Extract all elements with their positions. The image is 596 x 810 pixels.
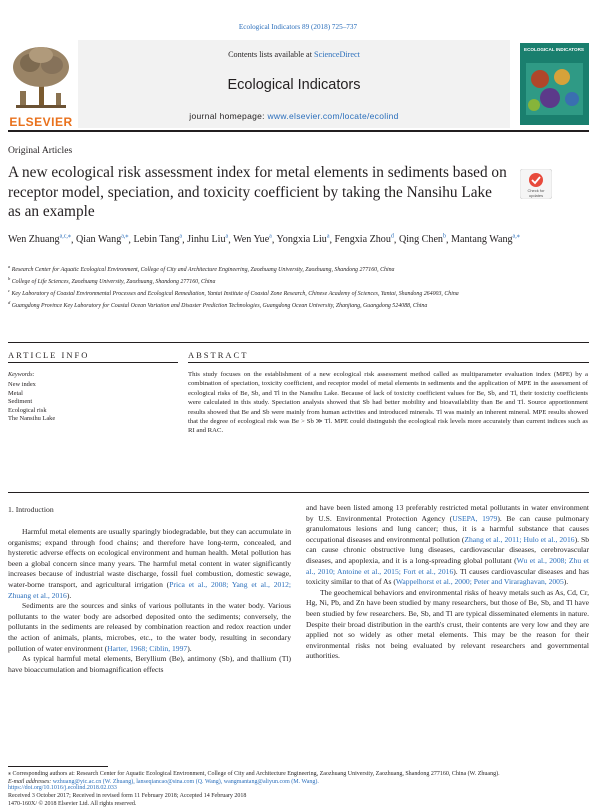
- author-list: Wen Zhuang$^{a,c,⁎}$, Qian Wang$^{a,⁎}$, Lebin Tang$^a$, Jinhu Liu$^a$, Wen Yue$^a$, Yongxia Liu$^a$, Fengxia Zhou$^d$, Qing Chen$^b$, Mantang Wang$^{a,⁎}$: [8, 234, 520, 246]
- journal-cover-thumbnail[interactable]: [520, 43, 589, 125]
- masthead-rule: [8, 130, 589, 132]
- keywords-label: Keywords:: [8, 371, 35, 378]
- keyword: The Nansihu Lake: [8, 415, 56, 423]
- elsevier-wordmark: ELSEVIER: [9, 115, 73, 129]
- abstract-text: This study focuses on the establishment of a new ecological risk assessment method called as multiparameter evaluation index (MPE) by a combination of speciation, toxicity coefficient, and receptor model of metal elements in sediments and the application of MPE in the assessment of ecological risks of Be, Sb, and Tl in the Nansihu Lake. Because of lack of toxicity coefficient values for Be, Sb, and Tl, their toxicity coefficients were calculated in this study. Speciation analysis showed that Sb had better mobility and bioavailability than Be and Tl. Source apportionment results showed that Be and Sb were mainly from human activities and introduced minerals. Tl was mainly an inherent mineral. MPE results showed that the degree of ecological risk was Be > Sb ≫ Tl. MPE could distinguish the ecological risk levels more accurately than current indices such as RI and RAC.: [188, 371, 588, 435]
- affiliation-marker[interactable]: a,⁎: [121, 234, 129, 240]
- affiliation-marker[interactable]: a,⁎: [512, 234, 520, 240]
- elsevier-tree-icon: [8, 43, 74, 113]
- keyword: Sediment: [8, 398, 33, 406]
- copyright: 1470-160X/ © 2018 Elsevier Ltd. All rights reserved.: [8, 801, 137, 807]
- abstract-rule: [188, 362, 589, 363]
- author[interactable]: Lebin Tang$^a$: [133, 234, 183, 246]
- journal-title: Ecological Indicators: [227, 77, 361, 93]
- affiliation-item: $^d$ Guangdong Province Key Laboratory for Coastal Ocean Variation and Disaster Prediction Technologies, Guangdong Ocean University, Zhanjiang, Guangdong 524088, China: [8, 299, 428, 309]
- abstract-heading: ABSTRACT: [188, 350, 249, 360]
- homepage-link[interactable]: www.elsevier.com/locate/ecolind: [267, 111, 399, 121]
- author[interactable]: Qian Wang$^{a,⁎}$: [75, 234, 129, 246]
- author[interactable]: Fengxia Zhou$^d$: [334, 234, 394, 246]
- affiliation-item: $^c$ Key Laboratory of Coastal Environmental Processes and Ecological Remediation, Yantai Institute of Coastal Zone Research, Chinese Academy of Sciences, Yantai, Shandong 264003, China: [8, 287, 459, 297]
- article-type: Original Articles: [8, 145, 73, 156]
- citation-link[interactable]: Wu et al., 2008; Zhu et al., 2010; Antoine et al., 2015; Fort et al., 2016: [306, 555, 590, 576]
- article-history: [8, 784, 589, 808]
- keyword: Ecological risk: [8, 406, 47, 414]
- citation-link[interactable]: Zhang et al., 2011; Hulo et al., 2016: [464, 534, 575, 544]
- elsevier-logo[interactable]: [8, 43, 74, 129]
- affiliation-marker[interactable]: a: [225, 234, 229, 240]
- author[interactable]: Qing Chen$^b$: [398, 234, 446, 246]
- affiliation-marker[interactable]: a: [326, 234, 330, 240]
- journal-masthead: [8, 40, 589, 128]
- affiliation-marker[interactable]: a: [179, 234, 183, 240]
- article-info-heading: ARTICLE INFO: [8, 350, 90, 360]
- received-dates: Received 3 October 2017; Received in revised form 11 February 2018; Accepted 14 February 2018: [8, 793, 247, 799]
- body-column-left: [8, 527, 291, 675]
- author[interactable]: Mantang Wang$^{a,⁎}$: [451, 234, 520, 246]
- keywords-list: [8, 381, 55, 424]
- affiliation-marker[interactable]: b: [442, 234, 446, 240]
- sciencedirect-link[interactable]: ScienceDirect: [314, 50, 360, 59]
- journal-homepage: journal homepage: www.elsevier.com/locate/ecolind: [189, 111, 399, 121]
- citation-link[interactable]: USEPA, 1979: [452, 513, 498, 523]
- crossmark-label: Check for updates: [527, 188, 545, 198]
- paragraph: Harmful metal elements are usually sparingly biodegradable, but they can accumulate in organisms; expand through food chains; and therefore have long-term, concealed, and hysteretic adverse effects on ecological environment and human health. Metal pollution has been a global concern since many years. The harmful metal content in water significantly increases because of industrial waste discharge, fossil fuel combustion, domestic sewage, water-borne transport, and agricultural irrigation (Prica et al., 2008; Yang et al., 2012; Zhuang et al., 2016).: [8, 527, 291, 600]
- masthead-box: [78, 40, 510, 128]
- section-heading-introduction: 1. Introduction: [8, 505, 54, 514]
- keyword: Metal: [8, 389, 23, 397]
- affiliation-marker[interactable]: a,c,⁎: [59, 234, 71, 240]
- email-links[interactable]: wzhuang@yic.ac.cn (W. Zhuang), lanseqiancao@sina.com (Q. Wang), wangmantang@aliyun.com (M. Wang).: [52, 779, 319, 785]
- paragraph: As typical harmful metal elements, Beryllium (Be), antimony (Sb), and thallium (Tl) have bioaccumulation and biomagnification effects: [8, 654, 291, 674]
- author[interactable]: Wen Yue$^a$: [233, 234, 272, 246]
- citation-link[interactable]: Wappelhorst et al., 2000; Peter and Viraraghavan, 2005: [395, 577, 564, 587]
- body-column-right: [306, 503, 589, 662]
- corresponding-author-note: ⁎ Corresponding authors at: Research Center for Aquatic Ecological Environment, College of City and Architecture Engineering, Zaozhuang University, Zaozhuang, Shandong 277160, China (W. Zhuang).: [8, 771, 500, 777]
- doi-link[interactable]: https://doi.org/10.1016/j.ecolind.2018.02.033: [8, 785, 117, 791]
- affiliation-item: $^b$ College of Life Sciences, Zaozhuang University, Zaozhuang, Shandong 277160, China: [8, 275, 216, 285]
- citation-link[interactable]: Harter, 1968; Ciblin, 1997: [107, 643, 188, 653]
- paragraph: The geochemical behaviors and environmental risks of heavy metals such as As, Cd, Cr, Hg, Ni, Pb, and Zn have been studied by many researchers, but those of Be, Sb, and Tl have been studied by few researchers. Be, Sb, and Tl are typical disseminated elements in nature. Despite their broad distribution in the earth's crust, their contents are very low and they are applied not so widely as other metal elements. This may be the reason for their environmental risks not being evaluated by relevant researchers and governmental authorities.: [306, 587, 589, 661]
- footnote-rule: [8, 766, 108, 767]
- email-line: E-mail addresses: wzhuang@yic.ac.cn (W. Zhuang), lanseqiancao@sina.com (Q. Wang), wangmantang@aliyun.com (M. Wang).: [8, 779, 319, 785]
- abstract-end-rule: [8, 492, 589, 493]
- paragraph: and have been listed among 13 preferably restricted metal pollutants in water environment by U.S. Environmental Protection Agency (USEPA, 1979). Be can cause pulmonary granulomatous lesions and lung cancer; thus, it is a harmful substance that causes occupational diseases and environmental pollution (Zhang et al., 2011; Hulo et al., 2016). Sb can cause chronic obstructive lung diseases, cardiovascular diseases, cerebrovascular diseases, and apoplexia, and it is a long-spreading global pollutant (Wu et al., 2008; Zhu et al., 2010; Antoine et al., 2015; Fort et al., 2016). Tl causes cardiovascular diseases and has toxicity similar to that of As (Wappelhorst et al., 2000; Peter and Viraraghavan, 2005).: [306, 503, 590, 587]
- paragraph: Sediments are the sources and sinks of various pollutants in the water body. Various pollutants to the water body are adsorbed deposited onto the sediments; conversely, the pollutants in the sediments are released by combination reaction and redox reaction under the action of animals, plants, microbes, etc., to the water body, resulting in secondary pollution of water environment (Harter, 1968; Ciblin, 1997).: [8, 601, 291, 653]
- affiliation-marker[interactable]: d: [390, 234, 394, 240]
- journal-reference[interactable]: Ecological Indicators 89 (2018) 725–737: [238, 23, 358, 31]
- contents-line: Contents lists available at ScienceDirect: [228, 50, 360, 59]
- keyword: New index: [8, 381, 36, 388]
- crossmark-badge[interactable]: [520, 169, 552, 199]
- author[interactable]: Jinhu Liu$^a$: [187, 234, 229, 246]
- author[interactable]: Wen Zhuang$^{a,c,⁎}$: [8, 234, 71, 246]
- section-rule: [8, 342, 589, 343]
- affiliations: [8, 263, 583, 311]
- author[interactable]: Yongxia Liu$^a$: [276, 234, 330, 246]
- cover-title: ECOLOGICAL INDICATORS: [524, 47, 584, 52]
- article-info-rule: [8, 362, 178, 363]
- affiliation-marker[interactable]: a: [269, 234, 272, 240]
- article-title: A new ecological risk assessment index for metal elements in sediments based on receptor model, speciation, and toxicity coefficient by taking the Nansihu Lake as an example: [8, 164, 507, 220]
- citation-link[interactable]: Prica et al., 2008; Yang et al., 2012; Zhuang et al., 2016: [8, 579, 291, 600]
- cover-image-icon: [520, 43, 589, 125]
- affiliation-item: $^a$ Research Center for Aquatic Ecological Environment, College of City and Architecture Engineering, Zaozhuang University, Zaozhuang, Shandong 277160, China: [8, 264, 395, 273]
